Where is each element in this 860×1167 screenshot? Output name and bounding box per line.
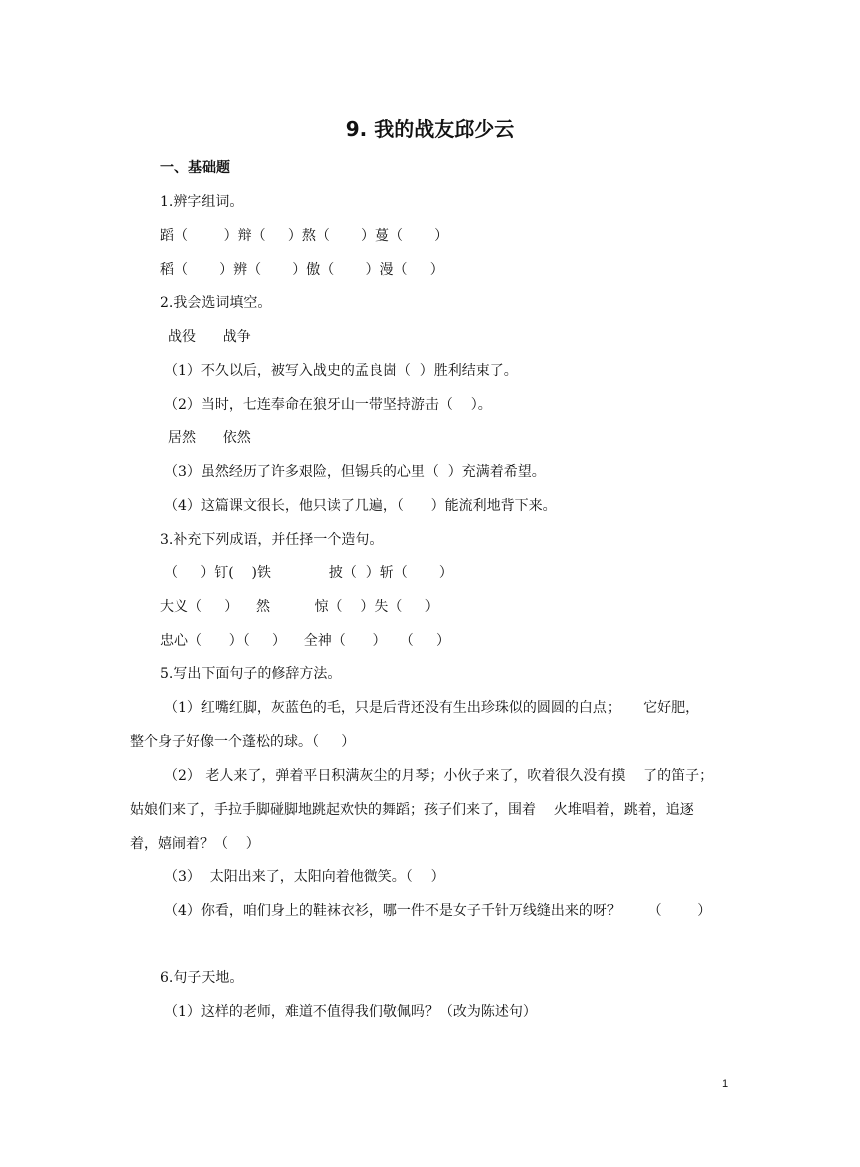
q2-word-choices-2: 居然 依然 <box>168 430 251 446</box>
page-number: 1 <box>722 1078 729 1090</box>
q2-prompt: 2.我会选词填空。 <box>160 295 272 311</box>
q6-sentence-1: （1）这样的老师，难道不值得我们敬佩吗？（改为陈述句） <box>164 1004 537 1020</box>
q6-prompt: 6.句子天地。 <box>160 970 244 986</box>
q2-sentence-3: （3）虽然经历了许多艰险，但锡兵的心里（ ）充满着希望。 <box>164 464 546 480</box>
q3-idiom-row-2: 大义（ ） 然 惊（ ）失（ ） <box>160 599 439 615</box>
q5-prompt: 5.写出下面句子的修辞方法。 <box>160 666 342 682</box>
q3-idiom-row-1: （ ）钉( )铁 披（ ）斩（ ） <box>164 565 453 581</box>
q5-sentence-2-line-2: 姑娘们来了，手拉手脚碰脚地跳起欢快的舞蹈；孩子们来了，围着 火堆唱着，跳着，追逐 <box>130 802 694 818</box>
q2-sentence-2: （2）当时，七连奉命在狼牙山一带坚持游击（ ）。 <box>164 397 492 413</box>
q3-prompt: 3.补充下列成语，并任择一个造句。 <box>160 532 384 548</box>
page-title: 9. 我的战友邱少云 <box>345 117 515 141</box>
q5-sentence-2-line-1: （2） 老人来了，弹着平日积满灰尘的月琴；小伙子来了，吹着很久没有摸 了的笛子； <box>164 768 714 784</box>
q1-row-2: 稻（ ）辨（ ）傲（ ）漫（ ） <box>160 262 444 278</box>
q2-sentence-1: （1）不久以后，被写入战史的孟良崮（ ）胜利结束了。 <box>164 363 518 379</box>
q3-idiom-row-3: 忠心（ ）（ ） 全神（ ） （ ） <box>160 633 451 649</box>
section-heading-basics: 一、基础题 <box>160 160 230 176</box>
q5-sentence-4: （4）你看，咱们身上的鞋袜衣衫，哪一件不是女子千针万线缝出来的呀？ （ ） <box>164 903 712 919</box>
q1-prompt: 1.辨字组词。 <box>160 194 244 210</box>
q5-sentence-3: （3） 太阳出来了，太阳向着他微笑。（ ） <box>164 869 445 885</box>
q1-row-1: 蹈（ ）辩（ ）熬（ ）蔓（ ） <box>160 228 449 244</box>
q2-sentence-4: （4）这篇课文很长，他只读了几遍，（ ）能流利地背下来。 <box>164 498 557 514</box>
q2-word-choices-1: 战役 战争 <box>168 329 251 345</box>
q5-sentence-2-line-3: 着，嬉闹着？（ ） <box>130 836 260 852</box>
q5-sentence-1-line-1: （1）红嘴红脚，灰蓝色的毛，只是后背还没有生出珍珠似的圆圆的白点； 它好肥， <box>164 700 700 716</box>
q5-sentence-1-line-2: 整个身子好像一个蓬松的球。（ ） <box>130 734 356 750</box>
